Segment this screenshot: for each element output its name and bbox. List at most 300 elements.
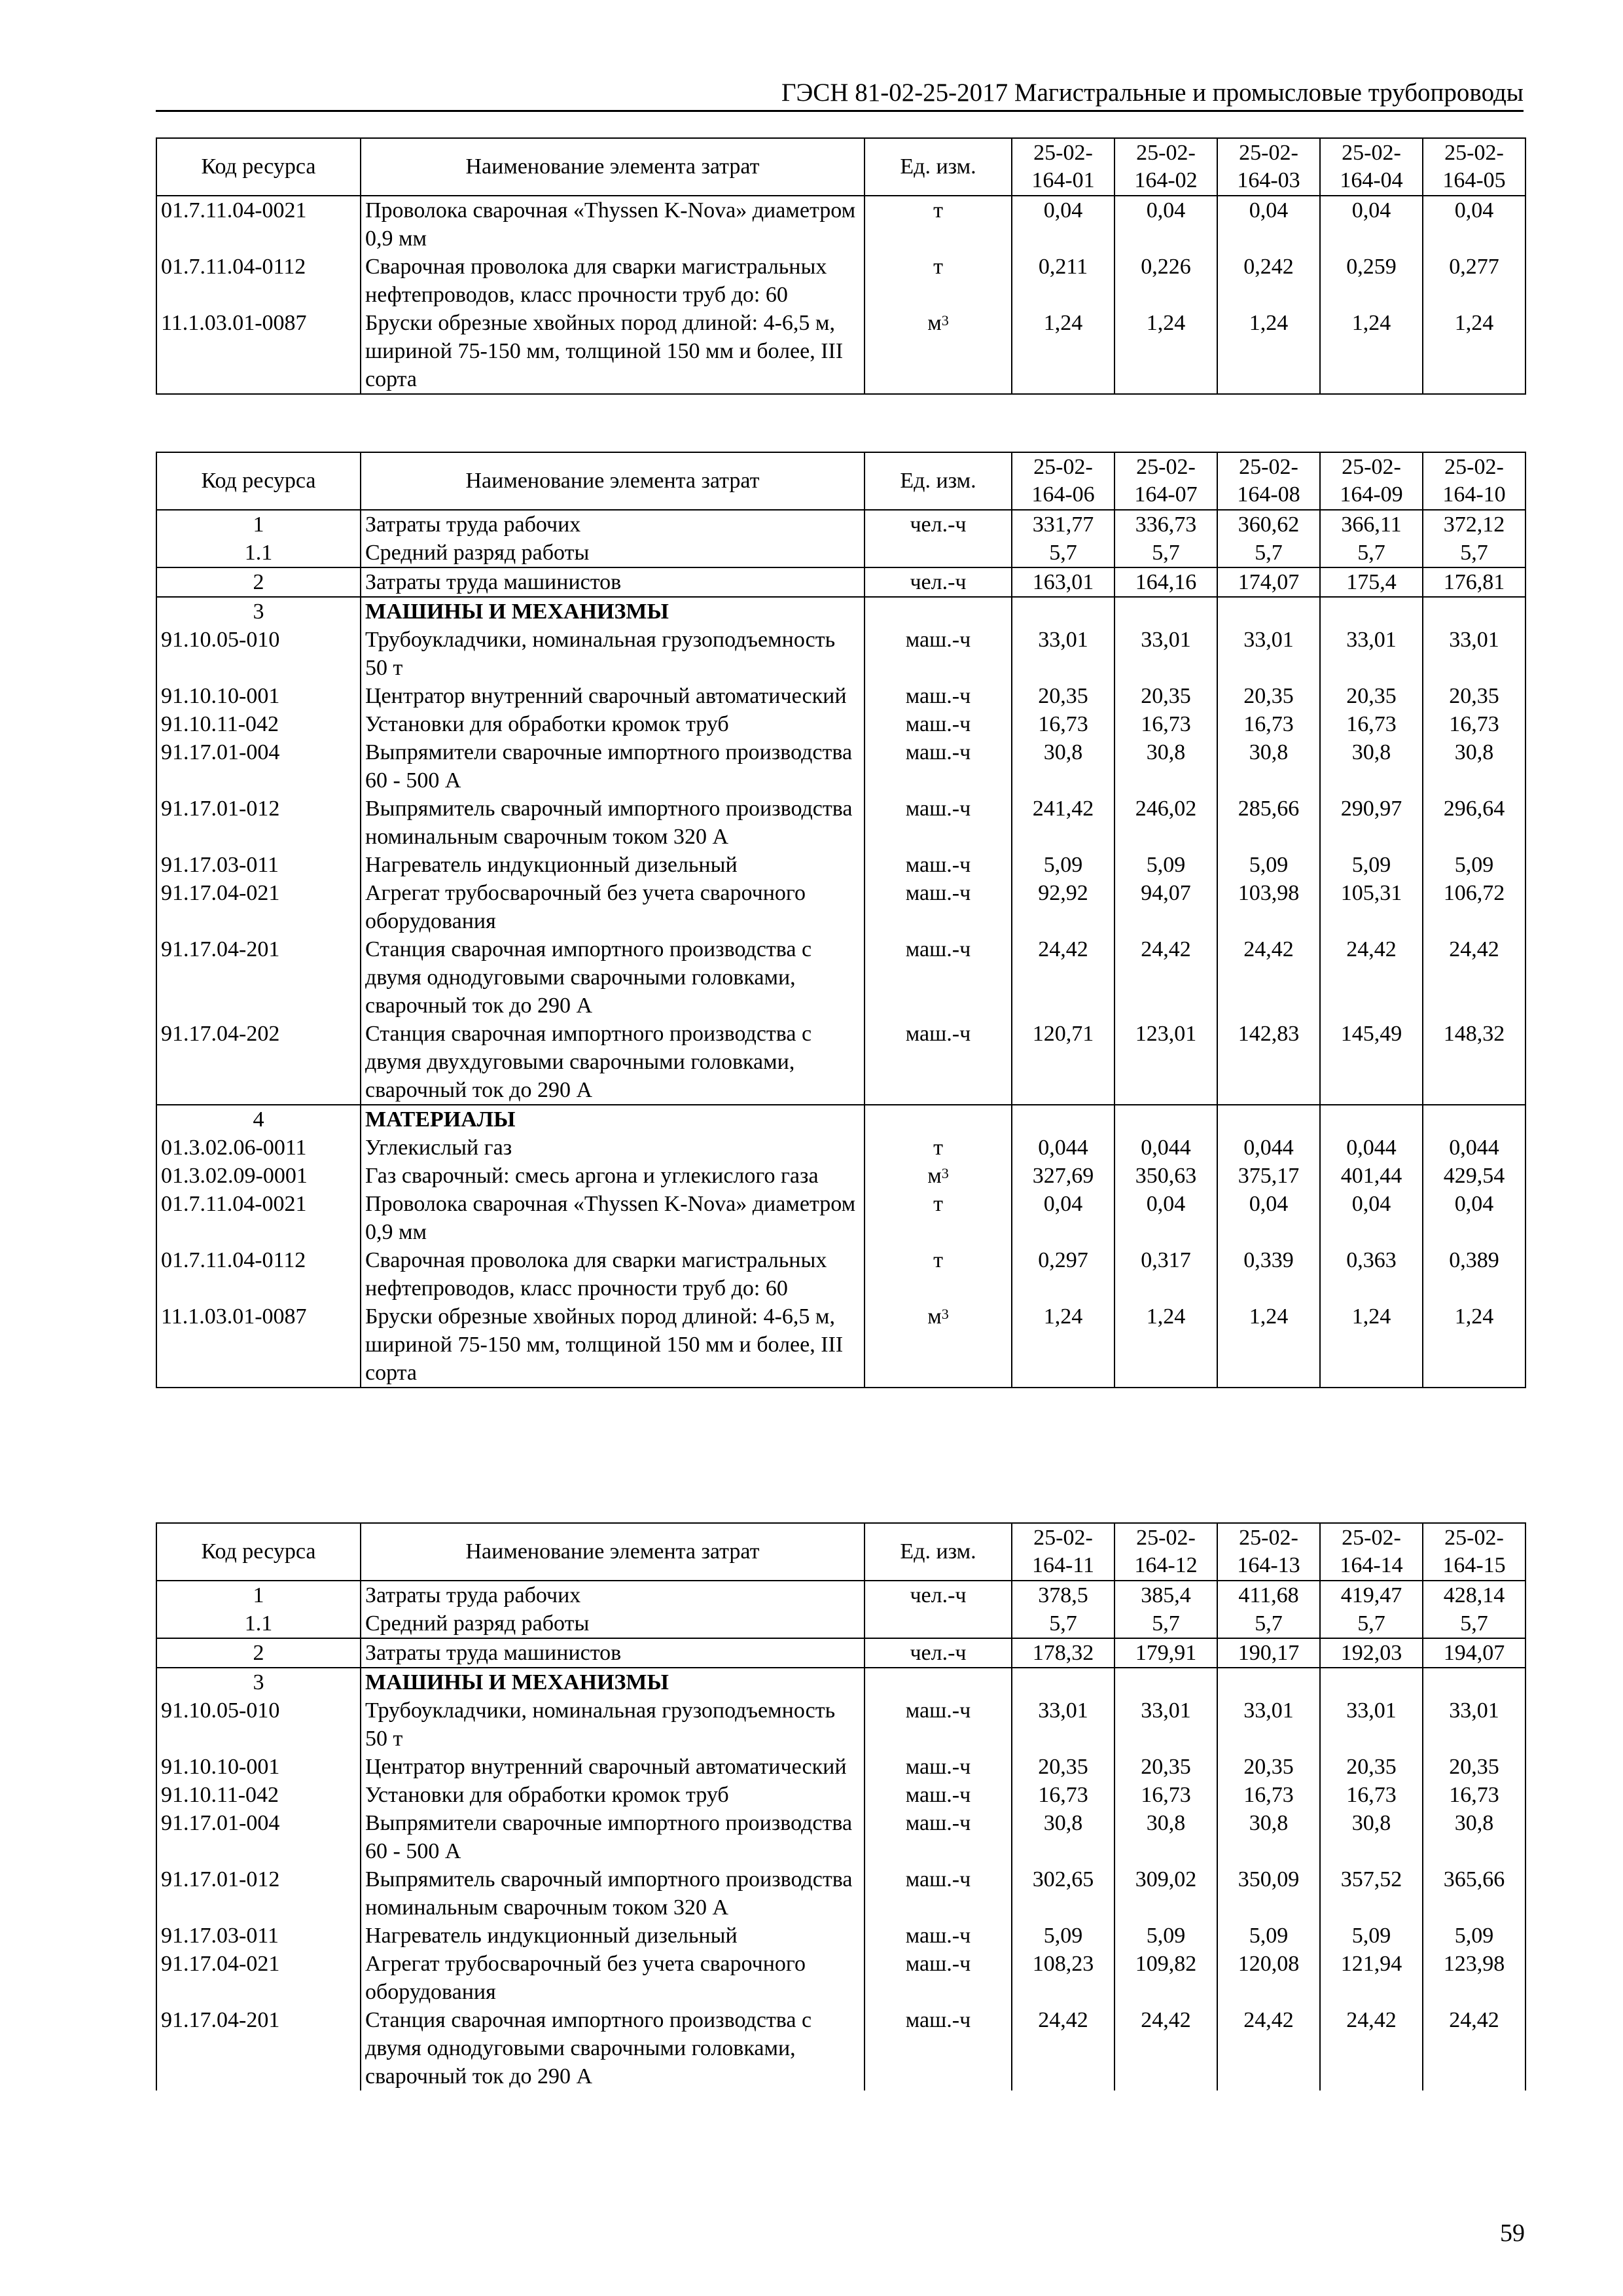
- resource-code: 1.1: [156, 539, 361, 567]
- column-header-norm-code: 25-02-164-14: [1320, 1523, 1423, 1581]
- unit-text: т: [933, 255, 943, 279]
- value-cell: 0,04: [1217, 196, 1320, 253]
- value-cell: 33,01: [1320, 1696, 1423, 1753]
- value-cell: 24,42: [1115, 935, 1217, 1020]
- value-cell: 5,7: [1115, 1609, 1217, 1638]
- value-cell: 375,17: [1217, 1162, 1320, 1190]
- table-row: [156, 1950, 1525, 2006]
- unit-exponent: 3: [941, 1165, 949, 1181]
- cost-element-name: Агрегат трубосварочный без учета сварочного оборудования: [361, 879, 865, 935]
- cost-element-name: Станция сварочная импортного производства с двумя двухдуговыми сварочными головками, сварочный ток до 290 А: [361, 1020, 865, 1105]
- unit-cell: [865, 1638, 1012, 1668]
- value-cell: 33,01: [1115, 626, 1217, 682]
- resource-code: 91.10.11-042: [156, 1781, 361, 1809]
- value-cell: 94,07: [1115, 879, 1217, 935]
- value-cell: 33,01: [1423, 626, 1525, 682]
- table-row: [156, 1809, 1525, 1865]
- unit-cell: [865, 597, 1012, 626]
- unit-text: т: [933, 198, 943, 223]
- value-cell: [1012, 1668, 1115, 1696]
- unit-cell: [865, 1581, 1012, 1609]
- value-cell: 1,24: [1115, 1302, 1217, 1388]
- value-cell: 0,04: [1012, 196, 1115, 253]
- unit-cell: [865, 1302, 1012, 1388]
- unit-cell: [865, 1134, 1012, 1162]
- value-cell: 350,09: [1217, 1865, 1320, 1922]
- table-row: [156, 510, 1525, 539]
- value-cell: 5,7: [1012, 539, 1115, 567]
- table-row: [156, 795, 1525, 851]
- value-cell: 0,04: [1115, 196, 1217, 253]
- resource-code: 11.1.03.01-0087: [156, 1302, 361, 1388]
- cost-element-name: Сварочная проволока для сварки магистральных нефтепроводов, класс прочности труб до: 60: [361, 253, 865, 309]
- cost-element-name: Нагреватель индукционный дизельный: [361, 851, 865, 879]
- cost-element-name: Агрегат трубосварочный без учета сварочного оборудования: [361, 1950, 865, 2006]
- column-header-code: Код ресурса: [156, 138, 361, 196]
- unit-cell: [865, 2006, 1012, 2090]
- unit-cell: [865, 510, 1012, 539]
- value-cell: 30,8: [1115, 1809, 1217, 1865]
- value-cell: 20,35: [1012, 682, 1115, 710]
- resource-code: 91.17.04-202: [156, 1020, 361, 1105]
- value-cell: 1,24: [1423, 1302, 1525, 1388]
- cost-element-name: Проволока сварочная «Thyssen K-Nova» диаметром 0,9 мм: [361, 1190, 865, 1246]
- value-cell: 20,35: [1115, 1753, 1217, 1781]
- value-cell: 5,09: [1217, 851, 1320, 879]
- value-cell: 0,297: [1012, 1246, 1115, 1302]
- cost-element-name: Затраты труда рабочих: [361, 510, 865, 539]
- section-title: МАТЕРИАЛЫ: [361, 1105, 865, 1134]
- resource-code: 91.17.01-012: [156, 1865, 361, 1922]
- value-cell: 33,01: [1012, 1696, 1115, 1753]
- unit-text: маш.-ч: [905, 1698, 971, 1723]
- unit-cell: [865, 879, 1012, 935]
- value-cell: 24,42: [1217, 2006, 1320, 2090]
- header-title: ГЭСН 81-02-25-2017 Магистральные и промысловые трубопроводы: [781, 79, 1524, 107]
- value-cell: 20,35: [1217, 1753, 1320, 1781]
- resource-code: 3: [156, 1668, 361, 1696]
- value-cell: 24,42: [1012, 935, 1115, 1020]
- value-cell: 16,73: [1217, 1781, 1320, 1809]
- value-cell: 1,24: [1012, 309, 1115, 394]
- value-cell: 194,07: [1423, 1638, 1525, 1668]
- value-cell: 0,242: [1217, 253, 1320, 309]
- value-cell: 0,04: [1320, 1190, 1423, 1246]
- page-number: 59: [1500, 2219, 1525, 2247]
- unit-text: маш.-ч: [905, 797, 971, 821]
- table-row: [156, 539, 1525, 567]
- value-cell: 30,8: [1423, 738, 1525, 795]
- value-cell: 120,08: [1217, 1950, 1320, 2006]
- value-cell: 336,73: [1115, 510, 1217, 539]
- column-header-norm-code: 25-02-164-11: [1012, 1523, 1115, 1581]
- unit-cell: [865, 1865, 1012, 1922]
- value-cell: 179,91: [1115, 1638, 1217, 1668]
- unit-text: чел.-ч: [910, 1583, 967, 1607]
- column-header-norm-code: 25-02-164-12: [1115, 1523, 1217, 1581]
- value-cell: 24,42: [1115, 2006, 1217, 2090]
- value-cell: 5,09: [1115, 1922, 1217, 1950]
- value-cell: 16,73: [1217, 710, 1320, 738]
- value-cell: 1,24: [1012, 1302, 1115, 1388]
- value-cell: 164,16: [1115, 567, 1217, 597]
- table-row: [156, 626, 1525, 682]
- column-header-norm-code: 25-02-164-01: [1012, 138, 1115, 196]
- value-cell: 0,044: [1115, 1134, 1217, 1162]
- value-cell: 360,62: [1217, 510, 1320, 539]
- value-cell: 109,82: [1115, 1950, 1217, 2006]
- table-row: [156, 1162, 1525, 1190]
- unit-exponent: 3: [941, 312, 949, 329]
- value-cell: 16,73: [1115, 1781, 1217, 1809]
- value-cell: 16,73: [1320, 710, 1423, 738]
- table-row: [156, 309, 1525, 394]
- column-header-norm-code: 25-02-164-05: [1423, 138, 1525, 196]
- value-cell: 30,8: [1217, 1809, 1320, 1865]
- table-row: [156, 935, 1525, 1020]
- value-cell: [1320, 1105, 1423, 1134]
- value-cell: 0,044: [1320, 1134, 1423, 1162]
- unit-text: маш.-ч: [905, 1924, 971, 1948]
- cost-element-name: Бруски обрезные хвойных пород длиной: 4-6,5 м, шириной 75-150 мм, толщиной 150 мм и более, III сорта: [361, 309, 865, 394]
- value-cell: [1423, 1105, 1525, 1134]
- section-title: МАШИНЫ И МЕХАНИЗМЫ: [361, 597, 865, 626]
- value-cell: 123,01: [1115, 1020, 1217, 1105]
- resource-table-2: [156, 452, 1526, 1388]
- value-cell: 0,04: [1217, 1190, 1320, 1246]
- value-cell: 178,32: [1012, 1638, 1115, 1668]
- column-header-unit: Ед. изм.: [865, 1523, 1012, 1581]
- table-header-row: [156, 452, 1525, 510]
- value-cell: [1217, 1668, 1320, 1696]
- column-header-code: Код ресурса: [156, 1523, 361, 1581]
- value-cell: 429,54: [1423, 1162, 1525, 1190]
- resource-code: 1: [156, 510, 361, 539]
- value-cell: 1,24: [1423, 309, 1525, 394]
- value-cell: 121,94: [1320, 1950, 1423, 2006]
- value-cell: 365,66: [1423, 1865, 1525, 1922]
- value-cell: 5,09: [1320, 851, 1423, 879]
- cost-element-name: Газ сварочный: смесь аргона и углекислого газа: [361, 1162, 865, 1190]
- column-header-norm-code: 25-02-164-09: [1320, 452, 1423, 510]
- column-header-norm-code: 25-02-164-15: [1423, 1523, 1525, 1581]
- value-cell: [1423, 1668, 1525, 1696]
- value-cell: 175,4: [1320, 567, 1423, 597]
- value-cell: 30,8: [1423, 1809, 1525, 1865]
- column-header-norm-code: 25-02-164-08: [1217, 452, 1320, 510]
- table-header-row: [156, 1523, 1525, 1581]
- value-cell: 0,044: [1423, 1134, 1525, 1162]
- cost-element-name: Сварочная проволока для сварки магистральных нефтепроводов, класс прочности труб до: 60: [361, 1246, 865, 1302]
- value-cell: 24,42: [1012, 2006, 1115, 2090]
- value-cell: 24,42: [1320, 2006, 1423, 2090]
- cost-element-name: Затраты труда машинистов: [361, 1638, 865, 1668]
- resource-code: 91.17.04-021: [156, 1950, 361, 2006]
- value-cell: 0,363: [1320, 1246, 1423, 1302]
- value-cell: 5,09: [1423, 851, 1525, 879]
- unit-cell: [865, 1609, 1012, 1638]
- value-cell: 0,04: [1320, 196, 1423, 253]
- value-cell: 20,35: [1012, 1753, 1115, 1781]
- value-cell: 120,71: [1012, 1020, 1115, 1105]
- table-row: [156, 1609, 1525, 1638]
- cost-element-name: Станция сварочная импортного производства с двумя однодуговыми сварочными головками, сварочный ток до 290 А: [361, 935, 865, 1020]
- value-cell: 357,52: [1320, 1865, 1423, 1922]
- value-cell: 33,01: [1320, 626, 1423, 682]
- table-row: [156, 851, 1525, 879]
- value-cell: 5,09: [1012, 1922, 1115, 1950]
- value-cell: 30,8: [1115, 738, 1217, 795]
- value-cell: 24,42: [1423, 935, 1525, 1020]
- value-cell: 0,339: [1217, 1246, 1320, 1302]
- resource-code: 91.17.04-201: [156, 2006, 361, 2090]
- value-cell: 1,24: [1320, 309, 1423, 394]
- value-cell: 290,97: [1320, 795, 1423, 851]
- cost-element-name: Средний разряд работы: [361, 1609, 865, 1638]
- value-cell: [1217, 1105, 1320, 1134]
- resource-code: 01.7.11.04-0021: [156, 196, 361, 253]
- table-row: [156, 1781, 1525, 1809]
- value-cell: 372,12: [1423, 510, 1525, 539]
- cost-element-name: Выпрямитель сварочный импортного производства номинальным сварочным током 320 А: [361, 795, 865, 851]
- column-header-norm-code: 25-02-164-04: [1320, 138, 1423, 196]
- table-row: [156, 1134, 1525, 1162]
- unit-text: маш.-ч: [905, 2008, 971, 2032]
- table-row: [156, 1302, 1525, 1388]
- column-header-norm-code: 25-02-164-03: [1217, 138, 1320, 196]
- value-cell: [1320, 1668, 1423, 1696]
- value-cell: 0,04: [1012, 1190, 1115, 1246]
- value-cell: 105,31: [1320, 879, 1423, 935]
- unit-text: т: [933, 1192, 943, 1216]
- unit-cell: [865, 1162, 1012, 1190]
- unit-text: чел.-ч: [910, 512, 967, 537]
- value-cell: 5,09: [1115, 851, 1217, 879]
- section-title: МАШИНЫ И МЕХАНИЗМЫ: [361, 1668, 865, 1696]
- unit-cell: [865, 1922, 1012, 1950]
- cost-element-name: Установки для обработки кромок труб: [361, 1781, 865, 1809]
- column-header-name: Наименование элемента затрат: [361, 452, 865, 510]
- value-cell: 419,47: [1320, 1581, 1423, 1609]
- value-cell: 33,01: [1217, 626, 1320, 682]
- cost-element-name: Выпрямитель сварочный импортного производства номинальным сварочным током 320 А: [361, 1865, 865, 1922]
- value-cell: 106,72: [1423, 879, 1525, 935]
- value-cell: [1115, 597, 1217, 626]
- resource-code: 91.10.11-042: [156, 710, 361, 738]
- resource-code: 1.1: [156, 1609, 361, 1638]
- resource-code: 91.17.01-004: [156, 738, 361, 795]
- unit-text: т: [933, 1248, 943, 1272]
- cost-element-name: Углекислый газ: [361, 1134, 865, 1162]
- value-cell: 309,02: [1115, 1865, 1217, 1922]
- table-row: [156, 567, 1525, 597]
- cost-element-name: Средний разряд работы: [361, 539, 865, 567]
- value-cell: 33,01: [1423, 1696, 1525, 1753]
- value-cell: 327,69: [1012, 1162, 1115, 1190]
- table-row: [156, 1105, 1525, 1134]
- value-cell: 20,35: [1320, 682, 1423, 710]
- resource-code: 3: [156, 597, 361, 626]
- resource-code: 91.17.04-201: [156, 935, 361, 1020]
- value-cell: [1012, 597, 1115, 626]
- resource-code: 91.17.01-004: [156, 1809, 361, 1865]
- value-cell: 16,73: [1423, 1781, 1525, 1809]
- running-header: [156, 73, 1524, 112]
- value-cell: 428,14: [1423, 1581, 1525, 1609]
- value-cell: 30,8: [1320, 738, 1423, 795]
- unit-cell: [865, 1696, 1012, 1753]
- value-cell: 5,09: [1423, 1922, 1525, 1950]
- value-cell: 20,35: [1320, 1753, 1423, 1781]
- resource-code: 91.10.05-010: [156, 1696, 361, 1753]
- value-cell: 148,32: [1423, 1020, 1525, 1105]
- value-cell: 103,98: [1217, 879, 1320, 935]
- table-row: [156, 1922, 1525, 1950]
- unit-text: маш.-ч: [905, 1755, 971, 1779]
- table-row: [156, 1668, 1525, 1696]
- resource-table-1: [156, 137, 1526, 395]
- value-cell: 108,23: [1012, 1950, 1115, 2006]
- unit-cell: [865, 1809, 1012, 1865]
- value-cell: 350,63: [1115, 1162, 1217, 1190]
- value-cell: 1,24: [1217, 1302, 1320, 1388]
- unit-text: т: [933, 1136, 943, 1160]
- resource-code: 91.17.04-021: [156, 879, 361, 935]
- value-cell: 5,7: [1320, 539, 1423, 567]
- value-cell: 33,01: [1012, 626, 1115, 682]
- value-cell: 30,8: [1012, 738, 1115, 795]
- value-cell: 192,03: [1320, 1638, 1423, 1668]
- value-cell: 16,73: [1423, 710, 1525, 738]
- unit-cell: [865, 196, 1012, 253]
- value-cell: 0,226: [1115, 253, 1217, 309]
- value-cell: [1217, 597, 1320, 626]
- cost-element-name: Центратор внутренний сварочный автоматический: [361, 682, 865, 710]
- value-cell: 246,02: [1115, 795, 1217, 851]
- cost-element-name: Проволока сварочная «Thyssen K-Nova» диаметром 0,9 мм: [361, 196, 865, 253]
- cost-element-name: Выпрямители сварочные импортного производства 60 - 500 А: [361, 1809, 865, 1865]
- value-cell: 142,83: [1217, 1020, 1320, 1105]
- value-cell: 0,389: [1423, 1246, 1525, 1302]
- table-row: [156, 1638, 1525, 1668]
- value-cell: 16,73: [1320, 1781, 1423, 1809]
- value-cell: 5,7: [1217, 1609, 1320, 1638]
- value-cell: 16,73: [1012, 1781, 1115, 1809]
- column-header-unit: Ед. изм.: [865, 452, 1012, 510]
- value-cell: 5,09: [1320, 1922, 1423, 1950]
- value-cell: 378,5: [1012, 1581, 1115, 1609]
- cost-element-name: Выпрямители сварочные импортного производства 60 - 500 А: [361, 738, 865, 795]
- unit-cell: [865, 309, 1012, 394]
- value-cell: 20,35: [1423, 1753, 1525, 1781]
- table-row: [156, 2006, 1525, 2090]
- value-cell: 1,24: [1115, 309, 1217, 394]
- value-cell: 5,7: [1423, 1609, 1525, 1638]
- unit-exponent: 3: [941, 1306, 949, 1322]
- cost-element-name: Трубоукладчики, номинальная грузоподъемность 50 т: [361, 1696, 865, 1753]
- value-cell: 285,66: [1217, 795, 1320, 851]
- resource-table-3: [156, 1522, 1526, 2090]
- value-cell: 163,01: [1012, 567, 1115, 597]
- resource-code: 2: [156, 1638, 361, 1668]
- unit-text: маш.-ч: [905, 853, 971, 877]
- table-row: [156, 710, 1525, 738]
- unit-cell: [865, 253, 1012, 309]
- value-cell: 0,04: [1423, 1190, 1525, 1246]
- table-row: [156, 682, 1525, 710]
- table-row: [156, 1581, 1525, 1609]
- unit-text: маш.-ч: [905, 1867, 971, 1892]
- unit-cell: [865, 1753, 1012, 1781]
- unit-cell: [865, 1246, 1012, 1302]
- value-cell: 1,24: [1217, 309, 1320, 394]
- table-row: [156, 1753, 1525, 1781]
- value-cell: 16,73: [1115, 710, 1217, 738]
- unit-text: м: [927, 1164, 942, 1188]
- value-cell: 1,24: [1320, 1302, 1423, 1388]
- unit-text: маш.-ч: [905, 881, 971, 905]
- value-cell: [1115, 1105, 1217, 1134]
- value-cell: 30,8: [1217, 738, 1320, 795]
- resource-code: 01.7.11.04-0112: [156, 253, 361, 309]
- table-row: [156, 253, 1525, 309]
- resource-code: 01.3.02.06-0011: [156, 1134, 361, 1162]
- cost-element-name: Бруски обрезные хвойных пород длиной: 4-6,5 м, шириной 75-150 мм, толщиной 150 мм и более, III сорта: [361, 1302, 865, 1388]
- column-header-unit: Ед. изм.: [865, 138, 1012, 196]
- unit-text: чел.-ч: [910, 570, 967, 594]
- value-cell: 401,44: [1320, 1162, 1423, 1190]
- column-header-norm-code: 25-02-164-07: [1115, 452, 1217, 510]
- value-cell: 92,92: [1012, 879, 1115, 935]
- value-cell: [1320, 597, 1423, 626]
- unit-text: маш.-ч: [905, 1022, 971, 1046]
- table-row: [156, 879, 1525, 935]
- unit-text: маш.-ч: [905, 1952, 971, 1976]
- resource-code: 91.10.05-010: [156, 626, 361, 682]
- value-cell: 0,04: [1423, 196, 1525, 253]
- value-cell: 33,01: [1115, 1696, 1217, 1753]
- value-cell: 0,211: [1012, 253, 1115, 309]
- cost-element-name: Трубоукладчики, номинальная грузоподъемность 50 т: [361, 626, 865, 682]
- unit-text: чел.-ч: [910, 1641, 967, 1665]
- value-cell: 411,68: [1217, 1581, 1320, 1609]
- resource-code: 01.3.02.09-0001: [156, 1162, 361, 1190]
- unit-text: маш.-ч: [905, 937, 971, 961]
- table-row: [156, 1190, 1525, 1246]
- unit-cell: [865, 1668, 1012, 1696]
- unit-text: м: [927, 311, 942, 335]
- unit-cell: [865, 539, 1012, 567]
- value-cell: 24,42: [1217, 935, 1320, 1020]
- cost-element-name: Затраты труда рабочих: [361, 1581, 865, 1609]
- unit-cell: [865, 935, 1012, 1020]
- value-cell: 20,35: [1423, 682, 1525, 710]
- table-header-row: [156, 138, 1525, 196]
- value-cell: 145,49: [1320, 1020, 1423, 1105]
- column-header-name: Наименование элемента затрат: [361, 1523, 865, 1581]
- unit-cell: [865, 1781, 1012, 1809]
- value-cell: [1423, 597, 1525, 626]
- resource-code: 91.10.10-001: [156, 1753, 361, 1781]
- cost-element-name: Центратор внутренний сварочный автоматический: [361, 1753, 865, 1781]
- unit-cell: [865, 851, 1012, 879]
- resource-code: 2: [156, 567, 361, 597]
- value-cell: 331,77: [1012, 510, 1115, 539]
- table-row: [156, 597, 1525, 626]
- resource-code: 4: [156, 1105, 361, 1134]
- value-cell: 0,259: [1320, 253, 1423, 309]
- resource-code: 91.17.03-011: [156, 851, 361, 879]
